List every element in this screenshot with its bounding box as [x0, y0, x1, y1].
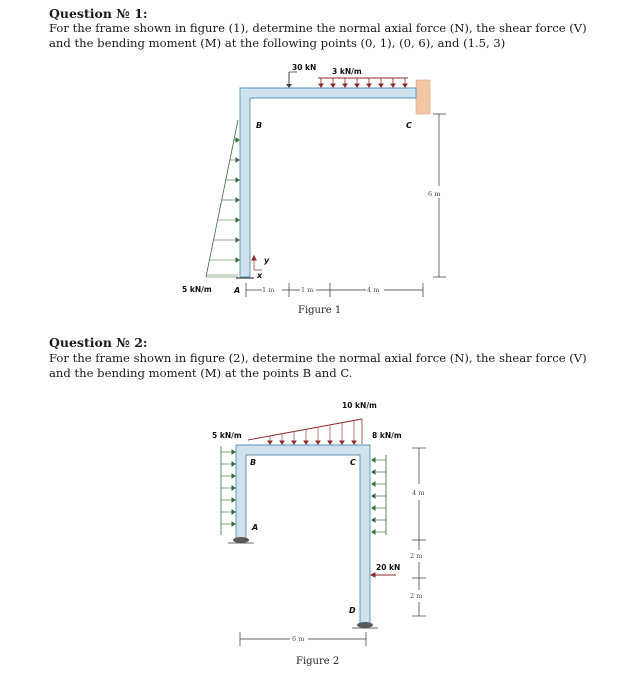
label-8knm: 8 kN/m	[372, 431, 402, 440]
label-1m-b: 1 m	[301, 286, 314, 294]
label-5knm-2: 5 kN/m	[212, 431, 242, 440]
frame-2	[236, 445, 370, 624]
point-a-fig2: A	[252, 523, 259, 532]
support-d	[357, 622, 373, 628]
label-6m-fig2: 6 m	[292, 635, 305, 643]
label-6m-fig1: 6 m	[428, 190, 441, 198]
point-b-fig2: B	[250, 458, 257, 467]
dist-load-right-2	[372, 455, 386, 535]
question-2-title: Question № 2:	[49, 335, 148, 350]
point-a-fig1: A	[234, 286, 241, 295]
dist-load-top-2	[248, 419, 362, 444]
label-2m-a: 2 m	[410, 552, 423, 560]
label-10knm: 10 kN/m	[342, 401, 377, 410]
dist-load-left-2	[221, 446, 235, 535]
label-4m-fig2: 4 m	[412, 489, 425, 497]
label-2m-b: 2 m	[410, 592, 423, 600]
question-1-title: Question № 1:	[49, 6, 148, 21]
label-1m-a: 1 m	[262, 286, 275, 294]
axis-y: y	[264, 256, 270, 265]
support-a	[233, 537, 249, 543]
figure-2-caption: Figure 2	[296, 656, 340, 667]
point-b-fig1: B	[256, 121, 263, 130]
label-20kn: 20 kN	[376, 563, 401, 572]
dim-right-2	[412, 448, 426, 616]
point-load-20kn	[371, 573, 396, 577]
point-c-fig2: C	[350, 458, 356, 467]
question-1-text: For the frame shown in figure (1), determine the normal axial force (N), the shear force (V) and the bending moment (M) at the following points (0, 1), (0, 6), and (1.5, 3)	[49, 21, 587, 50]
label-5knm: 5 kN/m	[182, 285, 212, 294]
point-d-fig2: D	[349, 606, 356, 615]
label-30kn: 30 kN	[292, 63, 317, 72]
label-3knm: 3 kN/m	[332, 67, 362, 76]
figure-1-caption: Figure 1	[298, 305, 342, 316]
question-2-text: For the frame shown in figure (2), determine the normal axial force (N), the shear force (V) and the bending moment (M) at the points B and C.	[49, 351, 587, 380]
axis-x: x	[257, 271, 263, 280]
point-c-fig1: C	[406, 121, 412, 130]
label-4m: 4 m	[367, 286, 380, 294]
